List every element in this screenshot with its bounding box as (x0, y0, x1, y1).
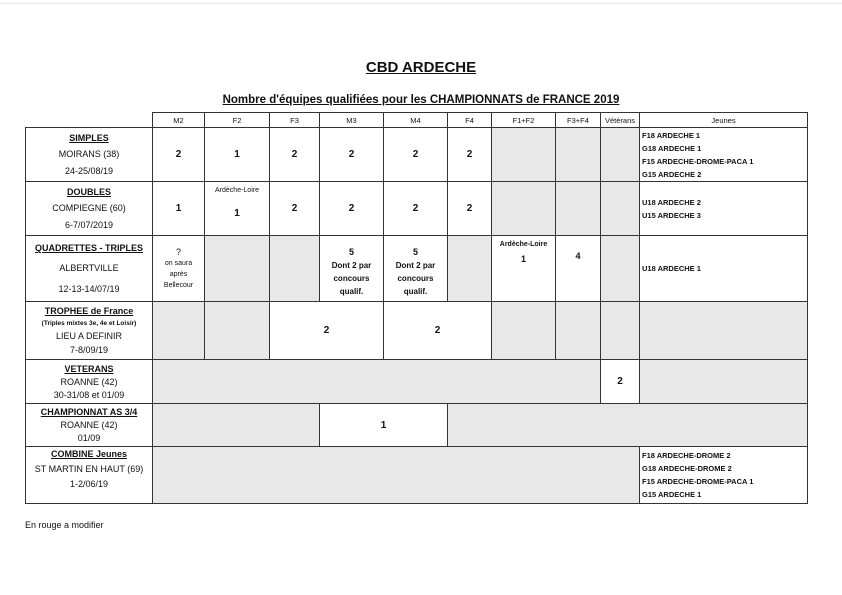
veterans-jeunes (639, 359, 808, 404)
trophee-jeunes (639, 301, 808, 360)
jeunes-entry: G15 ARDECHE 1 (642, 490, 702, 499)
trophee-f2 (204, 301, 270, 360)
simples-veterans (600, 127, 640, 182)
col-header-veterans: Vétérans (600, 112, 640, 128)
trophee-mixed-right: 2 (383, 301, 492, 360)
doubles-f2 (204, 181, 270, 236)
event-date: 24-25/08/19 (64, 165, 114, 176)
simples-m4: 2 (383, 127, 448, 182)
quadrettes-m2-note: Bellecour (163, 281, 194, 289)
quadrettes-f4 (447, 235, 492, 302)
trophee-veterans (600, 301, 640, 360)
event-date: 6-7/07/2019 (64, 219, 114, 230)
col-header-f2: F2 (204, 112, 270, 128)
col-header-f1f2: F1+F2 (491, 112, 556, 128)
jeunes-entry: F15 ARDECHE-DROME-PACA 1 (642, 477, 754, 486)
trophee-f3f4 (555, 301, 601, 360)
quadrettes-m4 (383, 235, 448, 302)
quadrettes-m2 (152, 235, 205, 302)
quadrettes-m4-note: concours (397, 273, 434, 283)
jeunes-entry: G15 ARDECHE 2 (642, 169, 702, 179)
quadrettes-m4-value: 5 (412, 246, 418, 257)
event-combine (25, 446, 153, 504)
event-date: 30-31/08 et 01/09 (53, 389, 125, 400)
quadrettes-f3f4-value: 4 (575, 251, 581, 261)
simples-f2: 1 (204, 127, 270, 182)
footnote: En rouge a modifier (25, 520, 104, 530)
event-date: 1-2/06/19 (69, 479, 109, 489)
event-name: TROPHEE de France (44, 306, 134, 316)
quadrettes-m3-note: Dont 2 par (331, 260, 372, 270)
jeunes-entry: U18 ARDECHE 1 (642, 264, 701, 273)
event-name: QUADRETTES - TRIPLES (34, 243, 143, 254)
event-name: COMBINE Jeunes (50, 449, 128, 459)
jeunes-entry: U15 ARDECHE 3 (642, 210, 701, 220)
quadrettes-jeunes (639, 235, 808, 302)
event-name: CHAMPIONNAT AS 3/4 (40, 407, 138, 418)
quadrettes-f3f4 (555, 235, 601, 302)
quadrettes-m3-note: qualif. (339, 286, 364, 296)
simples-f1f2 (491, 127, 556, 182)
veterans-blank (152, 359, 601, 404)
event-place: ST MARTIN EN HAUT (69) (34, 464, 144, 474)
trophee-m2 (152, 301, 205, 360)
quadrettes-m2-value: ? (175, 246, 181, 257)
quadrettes-m3 (319, 235, 384, 302)
simples-m2: 2 (152, 127, 205, 182)
event-place: COMPIEGNE (60) (52, 203, 126, 214)
trophee-f1f2 (491, 301, 556, 360)
doubles-veterans (600, 181, 640, 236)
event-veterans (25, 359, 153, 404)
page-subtitle: Nombre d'équipes qualifiées pour les CHAMPIONNATS de FRANCE 2019 (222, 94, 620, 106)
veterans-value: 2 (600, 359, 640, 404)
quadrettes-veterans (600, 235, 640, 302)
event-place: ALBERTVILLE (59, 263, 119, 274)
doubles-f1f2 (491, 181, 556, 236)
page-title: CBD ARDECHE (365, 59, 477, 76)
doubles-m2: 1 (152, 181, 205, 236)
doubles-m3: 2 (319, 181, 384, 236)
quadrettes-f1f2 (491, 235, 556, 302)
doubles-m4: 2 (383, 181, 448, 236)
quadrettes-m3-note: concours (333, 273, 370, 283)
as34-right-blank (447, 403, 808, 447)
event-as34 (25, 403, 153, 447)
event-place: ROANNE (42) (60, 419, 118, 430)
quadrettes-m3-value: 5 (348, 246, 354, 257)
quadrettes-m2-note: après (169, 270, 188, 278)
col-header-m2: M2 (152, 112, 205, 128)
event-doubles (25, 181, 153, 236)
col-header-f4: F4 (447, 112, 492, 128)
trophee-mixed-left: 2 (269, 301, 384, 360)
quadrettes-f3 (269, 235, 320, 302)
jeunes-entry: G18 ARDECHE-DROME 2 (642, 464, 732, 473)
event-simples (25, 127, 153, 182)
simples-m3: 2 (319, 127, 384, 182)
simples-f3: 2 (269, 127, 320, 182)
col-header-m3: M3 (319, 112, 384, 128)
event-quadrettes (25, 235, 153, 302)
event-date: 12-13-14/07/19 (58, 283, 120, 294)
event-subtitle: (Triples mixtes 3e, 4e et Loisir) (41, 320, 137, 327)
quadrettes-m2-note: on saura (164, 259, 193, 267)
col-header-jeunes: Jeunes (639, 112, 808, 128)
doubles-f3f4 (555, 181, 601, 236)
jeunes-entry: F18 ARDECHE-DROME 2 (642, 451, 731, 460)
event-place: ROANNE (42) (60, 376, 118, 387)
quadrettes-f1f2-value: 1 (520, 254, 526, 264)
event-date: 7-8/09/19 (69, 345, 109, 355)
event-place: LIEU A DEFINIR (55, 331, 123, 341)
jeunes-entry: F15 ARDECHE-DROME-PACA 1 (642, 156, 754, 166)
event-name: VETERANS (64, 363, 114, 374)
event-name: DOUBLES (66, 187, 111, 198)
doubles-f3: 2 (269, 181, 320, 236)
as34-left-blank (152, 403, 320, 447)
quadrettes-m4-note: qualif. (403, 286, 428, 296)
doubles-f2-note: Ardèche-Loire (215, 187, 259, 194)
quadrettes-f1f2-note: Ardèche-Loire (499, 241, 548, 248)
doubles-jeunes (639, 181, 808, 236)
event-place: MOIRANS (38) (58, 149, 120, 160)
jeunes-entry: U18 ARDECHE 2 (642, 197, 701, 207)
jeunes-entry: F18 ARDECHE 1 (642, 130, 701, 140)
simples-jeunes (639, 127, 808, 182)
event-date: 01/09 (77, 432, 101, 443)
col-header-m4: M4 (383, 112, 448, 128)
jeunes-entry: G18 ARDECHE 1 (642, 143, 702, 153)
quadrettes-m4-note: Dont 2 par (395, 260, 436, 270)
doubles-f4: 2 (447, 181, 492, 236)
simples-f3f4 (555, 127, 601, 182)
col-header-f3f4: F3+F4 (555, 112, 601, 128)
doubles-f2-value: 1 (234, 208, 240, 219)
quadrettes-f2 (204, 235, 270, 302)
col-header-f3: F3 (269, 112, 320, 128)
event-name: SIMPLES (69, 133, 109, 144)
simples-f4: 2 (447, 127, 492, 182)
as34-value: 1 (319, 403, 448, 447)
combine-blank (152, 446, 640, 504)
combine-jeunes (639, 446, 808, 504)
header-blank (25, 112, 153, 128)
event-trophee (25, 301, 153, 360)
